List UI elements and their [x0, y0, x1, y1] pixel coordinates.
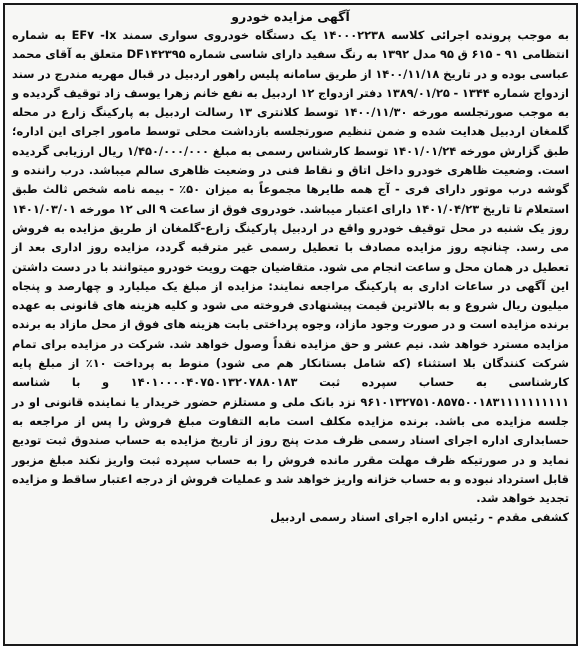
- notice-signature: کشفی مقدم - رئیس اداره اجرای اسناد رسمی اردبیل: [270, 510, 569, 525]
- notice-body: به موجب پرونده اجرائی کلاسه ۱۴۰۰۰۲۲۳۸ یک دستگاه خودروی سواری سمند EF۷ -Ix به شماره انتظامی ۹۱ - ۶۱۵ ق ۹۵ مدل ۱۳۹۲ به رنگ سفید دارای شاسی شماره DF۱۴۲۳۹۵ متعلق به آقای محمد عباسی بوده و در تاریخ ۱۴۰۰/۱۱/۱۸ از طریق سامانه پلیس راهور اردبیل در قبال مهریه مندرج در سند ازدواج شماره ۱۳۴۴ - ۱۳۸۹/۰۱/۲۵ دفتر ازدواج ۱۲ اردبیل به نفع خانم زهرا یوسف زاد توقیف گردیده و به موجب صورتجلسه مورخه ۱۴۰۰/۱۱/۳۰ توسط کلانتری ۱۳ رسالت اردبیل به پارکینگ زارع در محله گلمغان اردبیل هدایت شده و ضمن تنظیم صورتجلسه بازداشت محلی توسط مامور اجرای این اداره؛ طبق گزارش مورخه ۱۴۰۱/۰۱/۲۴ توسط کارشناس رسمی به مبلغ ۱/۴۵۰/۰۰۰/۰۰۰ ریال ارزیابی گردیده است. وضعیت ظاهری خودرو داخل اتاق و نقاط فنی در وضعیت ظاهری سالم میباشد. درب راننده و گوشه درب موتور دارای فری - آج همه طایرها مجموعاً به میزان ۵۰٪ - بیمه نامه شخص ثالث طبق استعلام تا تاریخ ۱۴۰۱/۰۴/۲۳ دارای اعتبار میباشد. خودروی فوق از ساعت ۹ الی ۱۲ مورخه ۱۴۰۱/۰۳/۰۱ روز یک شنبه در محل توقیف خودرو واقع در اردبیل پارکینگ زارع-گلمغان از طریق مزایده به فروش می رسد. چنانچه روز مزایده مصادف با تعطیل رسمی غیر مترقبه گردد، مزایده روز اداری بعد از تعطیل در همان محل و ساعت انجام می شود. متقاضیان جهت رویت خودرو میتوانند با در دست داشتن این آگهی در ساعات اداری به پارکینگ مراجعه نمایند: مزایده از مبلغ یک میلیارد و چهارصد و پنجاه میلیون ریال شروع و به بالاترین قیمت پیشنهادی فروخته می شود و کلیه هزینه های قانونی به عهده برنده مزایده است و در صورت وجود مازاد، وجوه پرداختی بابت هزینه های فوق از محل مازاد به برنده مزایده مسترد خواهد شد. نیم عشر و حق مزایده نقداً وصول خواهد شد. شرکت در مزایده برای تمام شرکت کنندگان بلا استثناء (که شامل بستانکار هم می شود) منوط به پرداخت ۱۰٪ از مبلغ پایه کارشناسی به حساب سپرده ثبت ۱۴۰۱۰۰۰۰۴۰۷۵۰۱۳۲۰۷۸۸۰۱۸۳ و با شناسه ۹۶۱۰۱۳۲۷۵۱۰۸۵۷۵۰۰۱۸۳۱۱۱۱۱۱۱۱۱۱ نزد بانک ملی و مستلزم حضور خریدار یا نماینده قانونی او در جلسه مزایده می باشد. برنده مزایده مکلف است مابه التفاوت مبلغ فروش را پس از مراجعه به حسابداری اداره اجرای اسناد رسمی ظرف مدت پنج روز از تاریخ مزایده به حساب صندوق ثبت تودیع نماید و در صورتیکه ظرف مهلت مقرر مانده فروش را به حساب سپرده ثبت واریز نکند مبلغ مزبور قابل استرداد نبوده و به حساب خزانه واریز خواهد شد و عملیات فروش از درجه اعتبار ساقط و مزایده تجدید خواهد شد.: [12, 28, 570, 506]
- auction-notice: [3, 3, 578, 646]
- notice-title: آگهی مزایده خودرو: [231, 9, 350, 24]
